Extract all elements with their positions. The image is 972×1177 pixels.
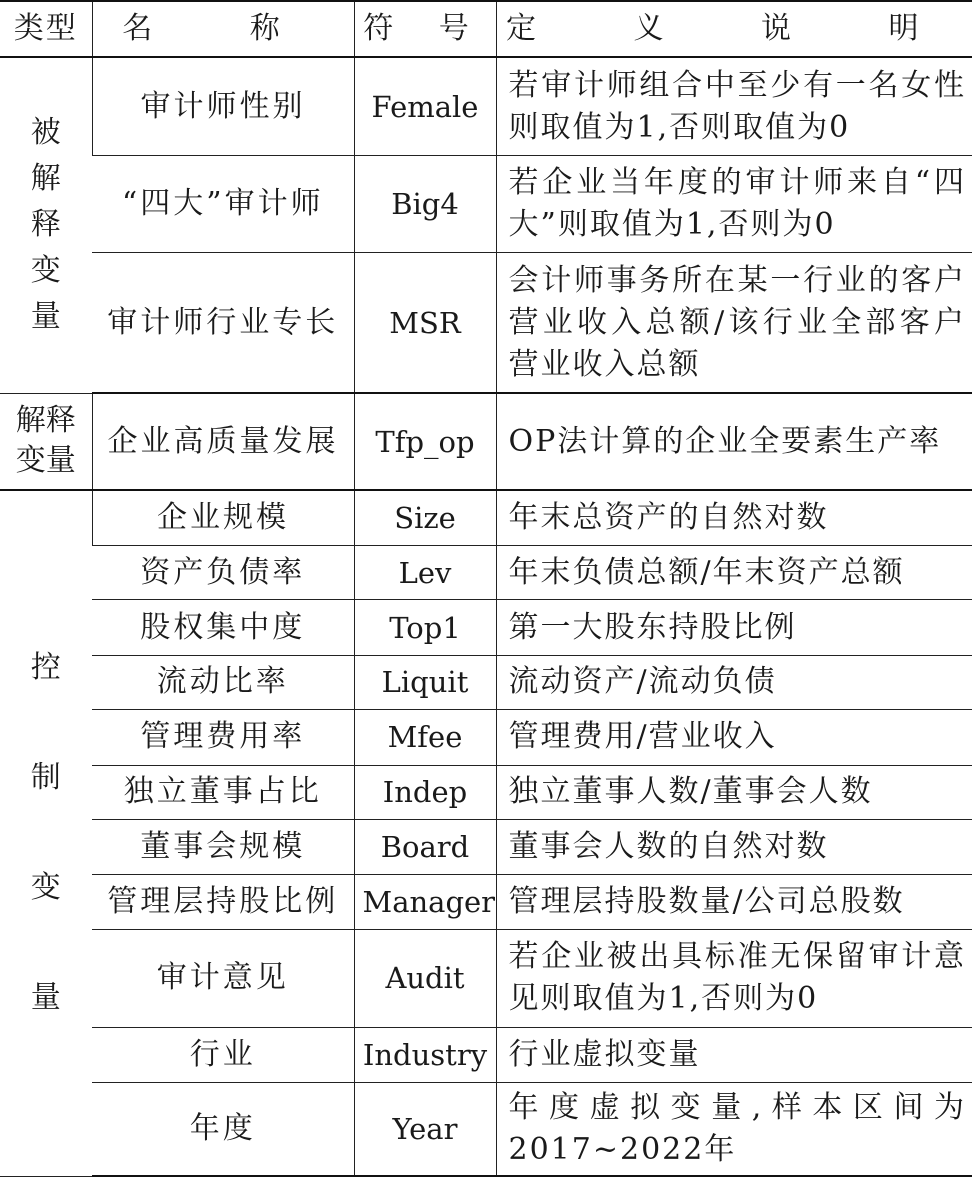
variable-symbol: Year — [354, 1082, 496, 1176]
category-label: 解释变量 — [15, 402, 76, 478]
variable-symbol: Tfp_op — [354, 393, 496, 490]
header-symbol: 符 号 — [354, 1, 496, 57]
variable-symbol: Female — [354, 57, 496, 156]
table-row — [0, 393, 972, 490]
variable-definition: 若企业被出具标准无保留审计意见则取值为1,否则为0 — [496, 929, 972, 1028]
variable-definition: 管理层持股数量/公司总股数 — [496, 875, 972, 929]
variable-name: 年度 — [92, 1082, 354, 1176]
variable-name: 资产负债率 — [92, 545, 354, 599]
variable-definition: 年度虚拟变量,样本区间为2017~2022年 — [496, 1082, 972, 1176]
variable-definition: 行业虚拟变量 — [496, 1028, 972, 1082]
variable-definition: 年末总资产的自然对数 — [496, 490, 972, 545]
variable-definition: OP法计算的企业全要素生产率 — [496, 393, 972, 490]
table-row — [0, 600, 972, 655]
variable-name: 股权集中度 — [92, 600, 354, 655]
variable-name: 流动比率 — [92, 655, 354, 709]
variable-symbol: Mfee — [354, 710, 496, 765]
variable-symbol: Industry — [354, 1028, 496, 1082]
table-row — [0, 929, 972, 1028]
category-explanatory — [0, 393, 92, 490]
variable-symbol: MSR — [354, 252, 496, 393]
table-row — [0, 156, 972, 253]
variable-name: 管理层持股比例 — [92, 875, 354, 929]
variable-name: “四大”审计师 — [92, 156, 354, 253]
table-row — [0, 765, 972, 819]
table-row — [0, 1028, 972, 1082]
variable-name: 企业规模 — [92, 490, 354, 545]
variable-name: 审计师性别 — [92, 57, 354, 156]
variable-symbol: Lev — [354, 545, 496, 599]
variable-definition: 若企业当年度的审计师来自“四大”则取值为1,否则为0 — [496, 156, 972, 253]
variable-definition: 若审计师组合中至少有一名女性则取值为1,否则取值为0 — [496, 57, 972, 156]
category-dependent — [0, 57, 92, 393]
variable-symbol: Big4 — [354, 156, 496, 253]
variable-name: 董事会规模 — [92, 819, 354, 874]
variable-name: 独立董事占比 — [92, 765, 354, 819]
variable-symbol: Indep — [354, 765, 496, 819]
variable-symbol: Audit — [354, 929, 496, 1028]
variable-definition: 流动资产/流动负债 — [496, 655, 972, 709]
header-type: 类型 — [0, 1, 92, 57]
variable-symbol: Board — [354, 819, 496, 874]
table-row — [0, 655, 972, 709]
variable-symbol: Liquit — [354, 655, 496, 709]
table-row — [0, 490, 972, 545]
table-row — [0, 252, 972, 393]
table-row — [0, 710, 972, 765]
variable-symbol: Manager — [354, 875, 496, 929]
category-label: 控制变量 — [30, 650, 61, 1016]
variable-definition: 第一大股东持股比例 — [496, 600, 972, 655]
header-definition: 定 义 说 明 — [496, 1, 972, 57]
table-row — [0, 57, 972, 156]
variable-definition: 年末负债总额/年末资产总额 — [496, 545, 972, 599]
table-row — [0, 1082, 972, 1176]
variable-name: 审计意见 — [92, 929, 354, 1028]
header-row — [0, 1, 972, 57]
variable-name: 管理费用率 — [92, 710, 354, 765]
variable-name: 企业高质量发展 — [92, 393, 354, 490]
category-label: 被解释变量 — [30, 115, 61, 335]
variable-definition: 会计师事务所在某一行业的客户营业收入总额/该行业全部客户营业收入总额 — [496, 252, 972, 393]
variable-symbol: Size — [354, 490, 496, 545]
variable-definition: 独立董事人数/董事会人数 — [496, 765, 972, 819]
table-row — [0, 819, 972, 874]
table-row — [0, 875, 972, 929]
variable-name: 审计师行业专长 — [92, 252, 354, 393]
variable-name: 行业 — [92, 1028, 354, 1082]
category-control — [0, 490, 92, 1176]
variable-definition: 管理费用/营业收入 — [496, 710, 972, 765]
table-row — [0, 545, 972, 599]
variable-definition: 董事会人数的自然对数 — [496, 819, 972, 874]
variable-symbol: Top1 — [354, 600, 496, 655]
header-name: 名 称 — [92, 1, 354, 57]
